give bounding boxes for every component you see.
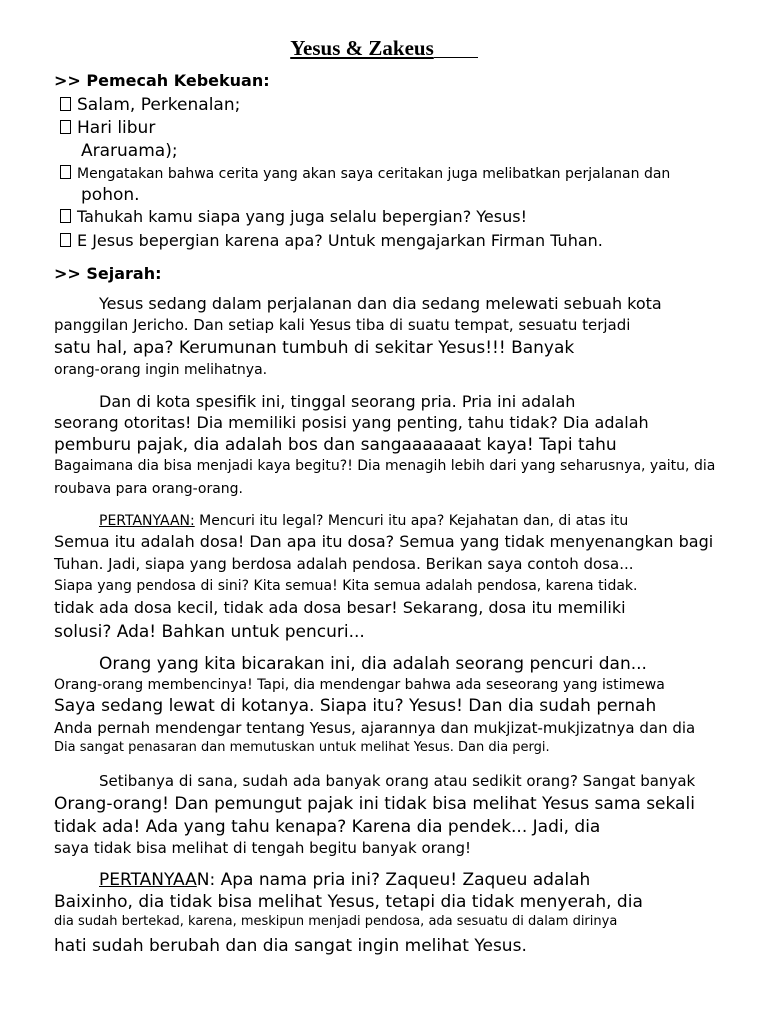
bullet-continuation: pohon. [81,185,140,205]
document-title [0,36,768,60]
paragraph-line: tidak ada! Ada yang tahu kenapa? Karena dia pendek... Jadi, dia [54,817,601,837]
question-label: PERTANYAA [99,870,197,890]
paragraph-line: Orang-orang membencinya! Tapi, dia mendengar bahwa ada seseorang yang istimewa [54,677,665,693]
bullet-item: Salam, Perkenalan; [60,96,240,116]
paragraph-line: Orang-orang! Dan pemungut pajak ini tidak bisa melihat Yesus sama sekali [54,794,695,814]
paragraph-line: PERTANYAAN: Apa nama pria ini? Zaqueu! Zaqueu adalah [99,870,591,890]
paragraph-line: pemburu pajak, dia adalah bos dan sangaaaaaaat kaya! Tapi tahu [54,435,617,455]
paragraph-line: orang-orang ingin melihatnya. [54,362,268,378]
bullet-continuation: Araruama); [81,141,178,161]
checkbox-icon [60,120,71,134]
paragraph-line: hati sudah berubah dan dia sangat ingin melihat Yesus. [54,936,527,956]
bullet-item: E Jesus bepergian karena apa? Untuk mengajarkan Firman Tuhan. [60,232,603,250]
checkbox-icon [60,209,71,223]
paragraph-line: Yesus sedang dalam perjalanan dan dia sedang melewati sebuah kota [99,294,662,313]
checkbox-icon [60,165,71,179]
title-underline-gap [434,56,478,58]
bullet-item: Tahukah kamu siapa yang juga selalu bepergian? Yesus! [60,208,527,226]
bullet-item: Hari libur [60,119,155,139]
ice-breaker-header: >> Pemecah Kebekuan: [54,71,270,90]
paragraph-line: panggilan Jericho. Dan setiap kali Yesus tiba di suatu tempat, sesuatu terjadi [54,316,631,334]
history-header: >> Sejarah: [54,264,162,283]
paragraph-line: Semua itu adalah dosa! Dan apa itu dosa? Semua yang tidak menyenangkan bagi [54,532,714,551]
paragraph-line: satu hal, apa? Kerumunan tumbuh di sekitar Yesus!!! Banyak [54,338,575,358]
paragraph-line: saya tidak bisa melihat di tengah begitu banyak orang! [54,839,472,857]
paragraph-line: seorang otoritas! Dia memiliki posisi yang penting, tahu tidak? Dia adalah [54,413,649,432]
title-text: Yesus & Zakeus [290,36,434,60]
paragraph-line: Setibanya di sana, sudah ada banyak orang atau sedikit orang? Sangat banyak [99,772,696,790]
paragraph-line: Dan di kota spesifik ini, tinggal seorang pria. Pria ini adalah [99,392,576,411]
paragraph-line: Baixinho, dia tidak bisa melihat Yesus, tetapi dia tidak menyerah, dia [54,892,643,912]
checkbox-icon [60,233,71,247]
bullet-item: Mengatakan bahwa cerita yang akan saya ceritakan juga melibatkan perjalanan dan [60,165,670,182]
paragraph-line: Orang yang kita bicarakan ini, dia adalah seorang pencuri dan... [99,654,647,674]
paragraph-line: Bagaimana dia bisa menjadi kaya begitu?! Dia menagih lebih dari yang seharusnya, yaitu, dia [54,458,716,474]
question-label: PERTANYAAN: [99,513,195,529]
paragraph-line: roubava para orang-orang. [54,481,243,497]
paragraph-line: Dia sangat penasaran dan memutuskan untuk melihat Yesus. Dan dia pergi. [54,740,550,755]
paragraph-line: PERTANYAAN: Mencuri itu legal? Mencuri itu apa? Kejahatan dan, di atas itu [99,513,629,529]
paragraph-line: solusi? Ada! Bahkan untuk pencuri... [54,622,365,642]
paragraph-line: tidak ada dosa kecil, tidak ada dosa besar! Sekarang, dosa itu memiliki [54,598,626,617]
checkbox-icon [60,97,71,111]
paragraph-line: Tuhan. Jadi, siapa yang berdosa adalah pendosa. Berikan saya contoh dosa... [54,555,634,573]
paragraph-line: Anda pernah mendengar tentang Yesus, ajarannya dan mukjizat-mukjizatnya dan dia [54,719,696,737]
paragraph-line: Saya sedang lewat di kotanya. Siapa itu? Yesus! Dan dia sudah pernah [54,696,657,716]
paragraph-line: dia sudah bertekad, karena, meskipun menjadi pendosa, ada sesuatu di dalam dirinya [54,914,618,929]
paragraph-line: Siapa yang pendosa di sini? Kita semua! Kita semua adalah pendosa, karena tidak. [54,578,638,594]
